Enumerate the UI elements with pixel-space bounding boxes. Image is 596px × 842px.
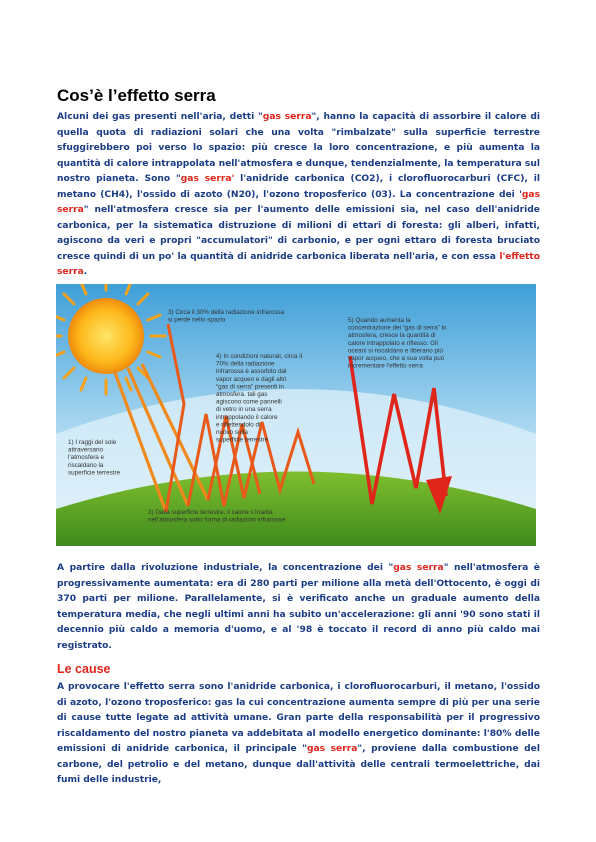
label-line: atmosfera, cresce la quantità di [348, 332, 436, 340]
label-line: 1) I raggi del sole [68, 439, 117, 446]
label-line: 70% della radiazione [216, 360, 275, 368]
history-paragraph [57, 561, 540, 654]
label-line: 4) In condizioni naturali, circa il [216, 353, 303, 360]
text-segment: " nell'atmosfera è progressivamente aumentata: era di 280 parti per milione alla metà dell'Ottocento, è oggi di 370 parti per milione. Parallelamente, si è verificato anche un graduale aumento della temperatura media, che negli ultimi anni ha subito un'accelerazione: gli anni '90 sono stati il decennio più caldo a memoria d'uomo, e al '98 è toccato il record di anno più caldo mai registrato. [57, 563, 540, 651]
highlight-term: gas serra' [180, 174, 235, 184]
text-segment: l'anidride carbonica (CO2), i clorofluorocarburi (CFC), il metano (CH4), l'ossido di azoto (N20), l'ozono troposferico (03). La concentrazione dei ' [57, 174, 541, 200]
label-line: agiscono come pannelli [216, 398, 282, 406]
label-line: 3) Circa il 30% della radiazione infrarossa [168, 309, 285, 316]
highlight-term: gas serra [306, 744, 358, 754]
label-line: vapor acqueo, che a sua volta può [348, 355, 445, 362]
greenhouse-diagram [56, 284, 536, 546]
text-segment: ", hanno la capacità di assorbire il calore di quella quota di radiazioni solari che una volta "rimbalzate" sulla superficie terrestre sfuggirebbero poi verso lo spazio: più cresce la loro concentrazione, e più aumenta la quantità di calore intrappolata nell'atmosfera e dunque, tendenzialmente, la temperatura sul nostro pianeta. Sono " [57, 112, 541, 184]
label-line: oceani si riscaldano e liberano più [348, 347, 443, 355]
label-line: e riflettendolo di [216, 421, 261, 429]
label-line: superficie terrestre [68, 469, 121, 477]
label-line: superficie terrestre [216, 436, 269, 444]
causes-paragraph [57, 680, 540, 789]
label-line: riscaldano la [68, 461, 104, 469]
text-segment: A partire dalla rivoluzione industriale, la concentrazione dei " [57, 563, 394, 573]
label-line: calore intrappolato e riflesso. Gli [348, 339, 438, 347]
highlight-term: gas serra [262, 112, 312, 122]
section-heading-causes: Le cause [57, 662, 111, 676]
highlight-term: l'effetto serra [57, 251, 540, 277]
text-segment: . [83, 267, 88, 277]
label-line: nuovo sulla [216, 429, 248, 436]
label-line: vapor acqueo e dagli altri [216, 375, 287, 383]
label-line: “gas di serra” presenti in [216, 383, 284, 391]
label-line: si perde nello spazio [168, 316, 226, 324]
label-line: di vetro in una serra [216, 406, 272, 414]
label-line: 2) Dalla superficie terrestre, il calore s’irradia [148, 509, 273, 516]
label-line: infrarossa è assorbito dal [216, 368, 287, 376]
greenhouse-diagram-svg [56, 284, 536, 546]
highlight-term: gas serra [57, 189, 540, 215]
page-title: Cos’è l’effetto serra [57, 86, 216, 105]
label-line: nell’atmosfera sotto forma di radiazioni infrarosse [148, 516, 286, 524]
label-line: concentrazione dei “gas di serra” in [348, 324, 447, 332]
label-line: incrementare l’effetto serra [348, 362, 423, 370]
label-step-5 [348, 317, 447, 370]
label-step-2 [148, 509, 286, 524]
label-line: l’atmosfera e [68, 454, 105, 462]
text-segment: " nell'atmosfera cresce sia per l'aumento delle emissioni sia, nel caso dell'anidride carbonica, per la sistematica distruzione di milioni di ettari di foresta: gli alberi, infatti, agiscono da veri e propri "accumulatori" di carbonio, e per ogni ettaro di foresta bruciato cresce quindi di un po' la quantità di anidride carbonica liberata nell'aria, e con essa [57, 205, 540, 262]
intro-paragraph [57, 110, 540, 281]
label-line: intrappolando il calore [216, 413, 278, 421]
label-line: 5) Quando aumenta la [348, 317, 411, 324]
highlight-term: gas serra [393, 563, 444, 573]
label-line: attraversano [68, 446, 104, 454]
text-segment: Alcuni dei gas presenti nell'aria, detti " [57, 112, 263, 122]
text-segment: A provocare l'effetto serra sono l'anidride carbonica, i clorofluorocarburi, il metano, l'ossido di azoto, l'ozono troposferico: gas la cui concentrazione aumenta sempre di più per una serie di cause tutte legate ad attività umane. Gran parte della responsabilità per il progressivo riscaldamento del nostro pianeta va addebitata al modello energetico dominante: l'80% delle emissioni di anidride carbonica, il principale " [57, 682, 540, 754]
text-segment: ", proviene dalla combustione del carbone, del petrolio e del metano, dunque dall'attività delle centrali termoelettriche, dai fumi delle industrie, [57, 744, 540, 785]
label-line: atmosfera. tali gas [216, 391, 268, 398]
